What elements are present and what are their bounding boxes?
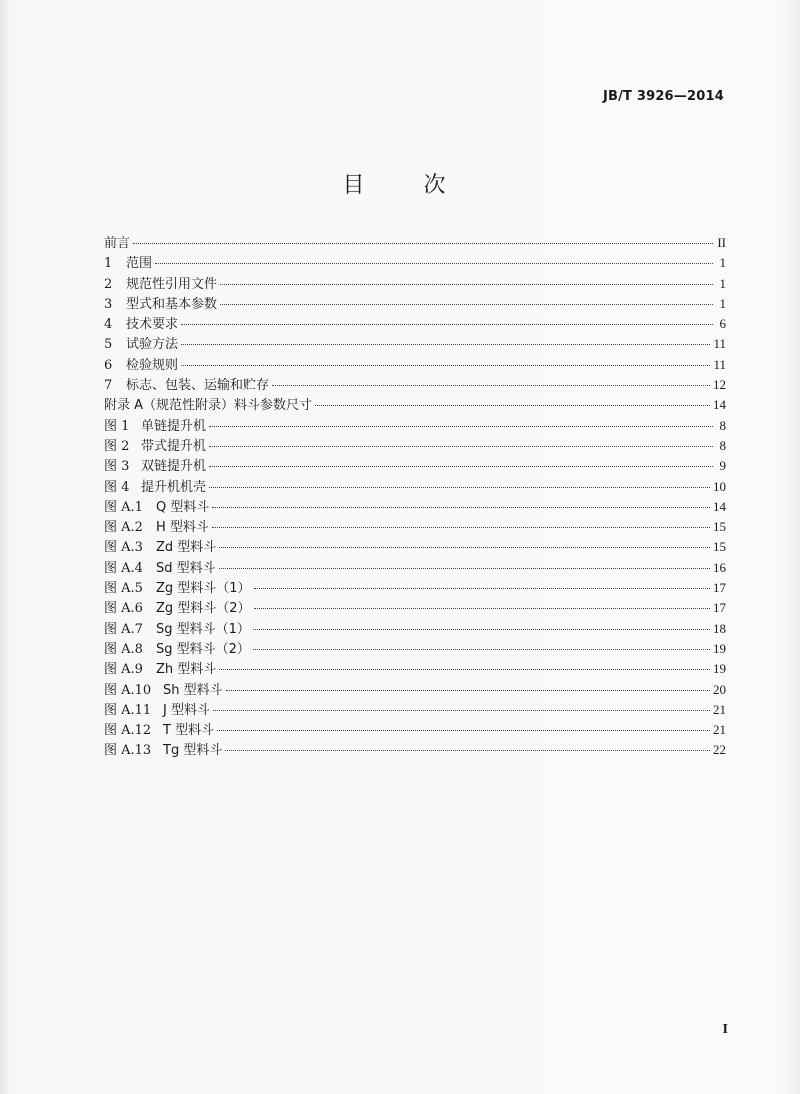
dot-leader: [212, 507, 710, 508]
toc-entry-page: 15: [713, 519, 726, 535]
toc-entry[interactable]: [104, 719, 726, 739]
toc-entry[interactable]: [104, 232, 726, 252]
toc-entry-label: Sh 型料斗: [163, 682, 223, 698]
toc-entry[interactable]: [104, 638, 726, 658]
dot-leader: [209, 466, 713, 467]
dot-leader: [225, 750, 710, 751]
toc-entry[interactable]: [104, 516, 726, 536]
toc-entry-number: 图 A.5: [104, 581, 143, 597]
toc-entry-number: 图 A.12: [104, 723, 152, 739]
toc-entry[interactable]: [104, 435, 726, 455]
toc-entry-page: 16: [713, 559, 726, 575]
toc-entry-number: 图 A.1: [104, 499, 143, 515]
dot-leader: [254, 588, 710, 589]
toc-entry[interactable]: [104, 536, 726, 556]
toc-entry[interactable]: [104, 577, 726, 597]
toc-entry[interactable]: [104, 496, 726, 516]
toc-entry-page: 18: [713, 620, 726, 636]
dot-leader: [212, 527, 710, 528]
toc-entry-number: 图 A.11: [104, 702, 152, 718]
document-code: JB/T 3926—2014: [602, 89, 724, 104]
toc-entry-label: T 型料斗: [163, 723, 215, 739]
dot-leader: [213, 710, 710, 711]
toc-entry-page: 12: [713, 377, 726, 393]
toc-entry-label: Q 型料斗: [156, 499, 210, 515]
toc-entry[interactable]: [104, 333, 726, 353]
toc-entry[interactable]: [104, 679, 726, 699]
dot-leader: [315, 405, 710, 406]
toc-entry-number: 图 A.2: [104, 520, 143, 536]
dot-leader: [253, 629, 710, 630]
toc-entry[interactable]: [104, 455, 726, 475]
toc-entry-number: 图 2: [104, 438, 130, 454]
table-of-contents: [104, 232, 726, 760]
toc-entry-number: 图 A.10: [104, 682, 152, 698]
toc-entry[interactable]: [104, 557, 726, 577]
toc-entry-label: 试验方法: [126, 337, 179, 353]
toc-title: 目 次: [342, 173, 472, 198]
dot-leader: [254, 608, 710, 609]
toc-entry-label: Sd 型料斗: [156, 560, 216, 576]
toc-entry-page: II: [717, 235, 726, 250]
toc-entry-label: Zd 型料斗: [156, 540, 217, 556]
toc-entry-label: 检验规则: [126, 357, 179, 373]
toc-entry-label: 单链提升机: [141, 418, 207, 434]
toc-entry-number: 2: [104, 276, 113, 292]
dot-leader: [219, 669, 710, 670]
toc-entry[interactable]: [104, 415, 726, 435]
toc-entry-number: 图 3: [104, 459, 130, 475]
toc-entry-page: 1: [719, 255, 726, 271]
toc-entry-label: 带式提升机: [141, 438, 207, 454]
toc-entry-page: 15: [713, 539, 726, 555]
toc-entry-label: Zh 型料斗: [156, 662, 217, 678]
toc-entry-page: 14: [713, 397, 726, 413]
toc-entry-page: 21: [713, 722, 726, 738]
toc-entry-page: 17: [713, 600, 726, 616]
dot-leader: [253, 649, 710, 650]
dot-leader: [209, 487, 710, 488]
toc-entry[interactable]: [104, 658, 726, 678]
toc-entry-page: 14: [713, 498, 726, 514]
toc-entry-label: 标志、包装、运输和贮存: [126, 378, 270, 394]
page-number: I: [722, 1022, 728, 1037]
toc-entry-label: 型式和基本参数: [126, 296, 218, 312]
dot-leader: [181, 344, 710, 345]
toc-entry[interactable]: [104, 618, 726, 638]
toc-entry[interactable]: [104, 313, 726, 333]
toc-entry-number: 4: [104, 317, 113, 333]
toc-entry-label: J 型料斗: [163, 702, 210, 718]
dot-leader: [181, 324, 713, 325]
toc-entry-number: 图 A.8: [104, 641, 143, 657]
toc-entry-label: Sg 型料斗（2）: [156, 641, 250, 657]
toc-entry-number: 图 4: [104, 479, 130, 495]
toc-entry[interactable]: [104, 699, 726, 719]
toc-entry-page: 10: [713, 478, 726, 494]
toc-entry-number: 图 1: [104, 418, 130, 434]
toc-entry[interactable]: [104, 354, 726, 374]
toc-entry-page: 19: [713, 640, 726, 656]
toc-entry-label: 附录 A（规范性附录）料斗参数尺寸: [104, 398, 313, 414]
toc-entry-number: 图 A.13: [104, 743, 152, 759]
toc-entry[interactable]: [104, 273, 726, 293]
toc-entry-page: 20: [713, 681, 726, 697]
dot-leader: [155, 263, 713, 264]
toc-entry[interactable]: [104, 597, 726, 617]
toc-entry-page: 1: [719, 275, 726, 291]
dot-leader: [209, 426, 713, 427]
toc-entry-page: 19: [713, 661, 726, 677]
toc-entry[interactable]: [104, 293, 726, 313]
toc-entry[interactable]: [104, 252, 726, 272]
toc-entry-label: Zg 型料斗（2）: [156, 601, 251, 617]
toc-entry-page: 11: [713, 356, 726, 372]
toc-entry-label: 规范性引用文件: [126, 276, 218, 292]
toc-entry-page: 22: [713, 742, 726, 758]
toc-entry-label: 技术要求: [126, 317, 179, 333]
toc-entry-number: 图 A.9: [104, 662, 143, 678]
toc-entry-number: 3: [104, 296, 113, 312]
dot-leader: [133, 243, 713, 244]
toc-entry-number: 图 A.6: [104, 601, 143, 617]
toc-entry-label: Sg 型料斗（1）: [156, 621, 250, 637]
toc-entry-label: Zg 型料斗（1）: [156, 581, 251, 597]
toc-entry-number: 图 A.3: [104, 540, 143, 556]
toc-entry-label: Tg 型料斗: [163, 743, 223, 759]
toc-entry-page: 1: [719, 295, 726, 311]
dot-leader: [220, 284, 713, 285]
dot-leader: [217, 730, 710, 731]
toc-entry-number: 图 A.7: [104, 621, 143, 637]
toc-entry-number: 6: [104, 357, 113, 373]
dot-leader: [272, 385, 710, 386]
toc-entry-label: 双链提升机: [141, 459, 207, 475]
dot-leader: [220, 304, 713, 305]
toc-entry-label: 提升机机壳: [141, 479, 207, 495]
toc-entry[interactable]: [104, 394, 726, 414]
toc-entry-page: 21: [713, 701, 726, 717]
toc-entry-page: 8: [719, 437, 726, 453]
toc-entry-page: 11: [713, 336, 726, 352]
toc-entry-page: 17: [713, 580, 726, 596]
toc-entry-label: 前言: [104, 236, 131, 251]
toc-entry-number: 7: [104, 378, 113, 394]
toc-entry-number: 5: [104, 337, 113, 353]
toc-entry-page: 9: [719, 458, 726, 474]
toc-entry[interactable]: [104, 476, 726, 496]
dot-leader: [226, 690, 710, 691]
dot-leader: [209, 446, 713, 447]
toc-entry-page: 8: [719, 417, 726, 433]
toc-entry-page: 6: [719, 316, 726, 332]
toc-entry-label: 范围: [126, 256, 153, 272]
dot-leader: [219, 547, 710, 548]
dot-leader: [219, 568, 710, 569]
toc-entry[interactable]: [104, 374, 726, 394]
dot-leader: [181, 365, 710, 366]
toc-entry-label: H 型料斗: [156, 520, 209, 536]
toc-entry-number: 图 A.4: [104, 560, 143, 576]
toc-entry-number: 1: [104, 256, 113, 272]
toc-entry[interactable]: [104, 739, 726, 759]
